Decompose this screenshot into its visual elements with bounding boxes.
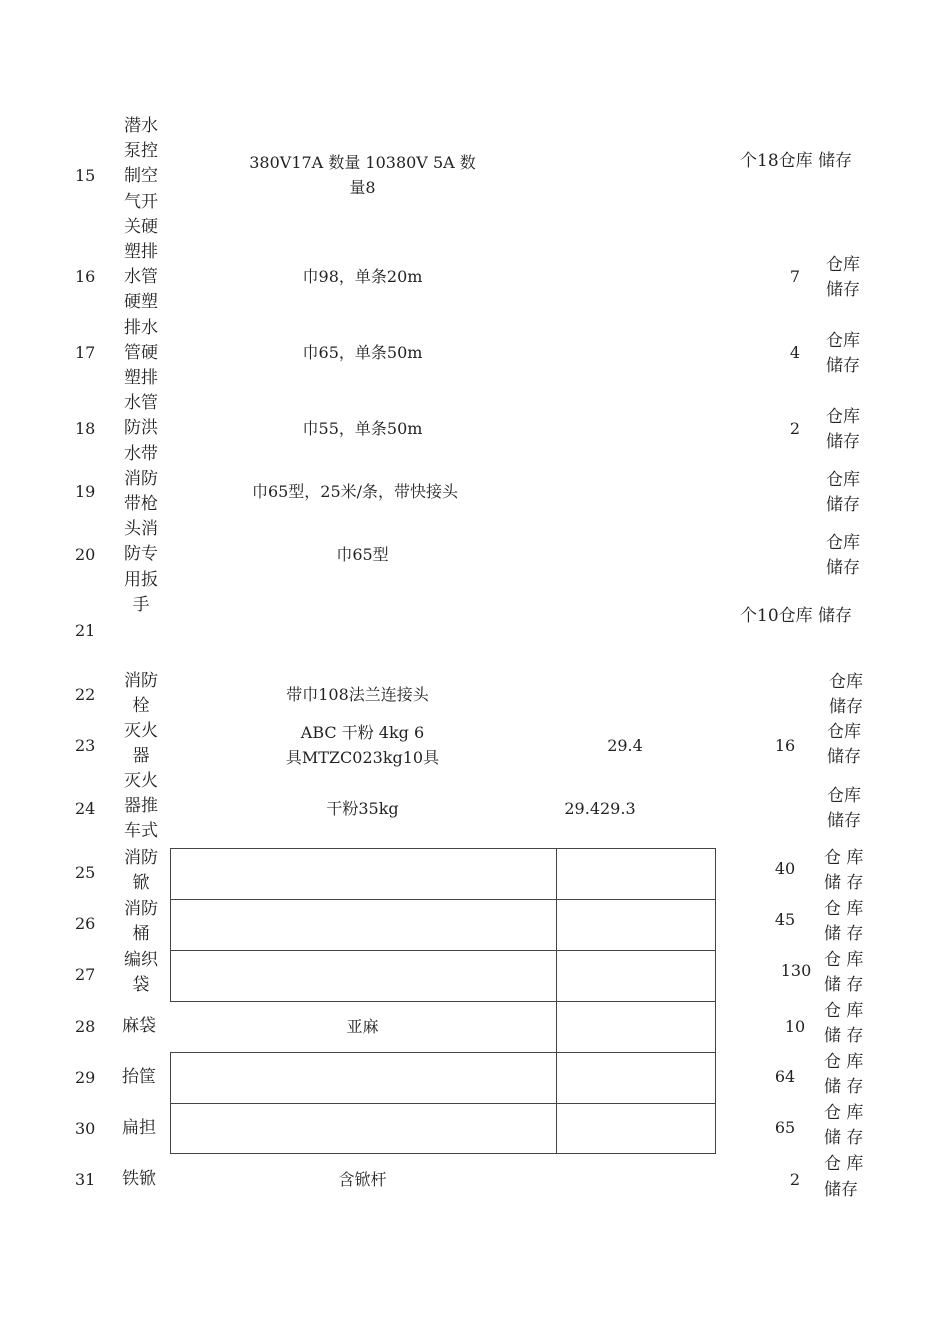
row-number: 27 xyxy=(75,965,96,984)
location-line-1: 仓库 xyxy=(827,722,861,742)
location-line-1: 仓 库 xyxy=(824,1001,864,1021)
row-number: 26 xyxy=(75,914,96,933)
quantity: 2 xyxy=(789,419,801,438)
location-line-2: 储存 xyxy=(826,495,860,515)
location-line-2: 储存 xyxy=(827,747,861,767)
item-name: 消防 桶 xyxy=(124,899,158,945)
row-number: 17 xyxy=(75,343,96,362)
row-number: 24 xyxy=(75,799,96,818)
spec: 干粉35kg xyxy=(326,799,399,818)
location-line-1: 仓库 xyxy=(827,786,861,806)
location-line-2: 储存 xyxy=(826,432,860,452)
location-line-2: 储 存 xyxy=(824,975,864,995)
empty-price-cell xyxy=(556,1103,716,1154)
location-line-2: 储 存 xyxy=(824,924,864,944)
spec: 巾65型，25米/条，带快接头 xyxy=(251,482,459,501)
empty-spec-cell xyxy=(170,899,557,951)
location-line-1: 仓 库 xyxy=(824,1103,864,1123)
empty-spec-cell xyxy=(170,1103,557,1154)
location-line-1: 仓库 xyxy=(826,533,860,553)
empty-price-cell xyxy=(556,848,716,900)
location-line-1: 仓库 xyxy=(826,407,860,427)
unit-qty-location: 个10仓库 储存 xyxy=(740,606,853,626)
location-line-1: 仓 库 xyxy=(824,950,864,970)
location-line-1: 仓库 xyxy=(826,470,860,490)
quantity: 10 xyxy=(784,1017,806,1036)
price: 29.429.3 xyxy=(564,799,636,818)
quantity: 130 xyxy=(780,961,812,980)
item-name: 消防 锨 xyxy=(124,848,158,894)
location-line-1: 仓 库 xyxy=(824,848,864,868)
row-number: 28 xyxy=(75,1017,96,1036)
row-number: 20 xyxy=(75,545,96,564)
quantity: 7 xyxy=(789,267,801,286)
location-line-2: 储存 xyxy=(827,811,861,831)
spec: 巾55，单条50m xyxy=(302,419,423,438)
item-name: 麻袋 xyxy=(122,1016,156,1036)
quantity: 16 xyxy=(774,736,796,755)
item-name: 铁锨 xyxy=(122,1169,156,1189)
spec: 亚麻 xyxy=(346,1017,379,1036)
empty-price-cell xyxy=(556,1052,716,1104)
item-name: 编织 袋 xyxy=(124,950,158,996)
spec: 含锨杆 xyxy=(338,1170,387,1189)
quantity: 65 xyxy=(774,1118,796,1137)
row-number: 21 xyxy=(75,621,96,640)
location-line-2: 储存 xyxy=(829,697,863,717)
location-line-2: 储 存 xyxy=(824,1128,864,1148)
location-line-1: 仓库 xyxy=(826,255,860,275)
quantity: 40 xyxy=(774,859,796,878)
item-name: 消防 栓 xyxy=(124,671,158,717)
spec-line-1: 380V17A 数量 10380V 5A 数 xyxy=(249,153,476,172)
empty-spec-cell xyxy=(170,950,557,1002)
spec: 巾98，单条20m xyxy=(302,267,423,286)
location-line-2: 储 存 xyxy=(824,873,864,893)
item-name: 扁担 xyxy=(122,1118,156,1138)
spec: 巾65型 xyxy=(336,545,389,564)
location-line-2: 储存 xyxy=(824,1180,858,1200)
location-line-2: 储 存 xyxy=(824,1077,864,1097)
item-name: 抬筐 xyxy=(122,1067,156,1087)
price: 29.4 xyxy=(607,736,643,755)
spec: 带巾108法兰连接头 xyxy=(286,685,429,704)
row-number: 19 xyxy=(75,482,96,501)
location-line-2: 储存 xyxy=(826,356,860,376)
location-line-2: 储存 xyxy=(826,558,860,578)
unit-qty-location: 个18仓库 储存 xyxy=(740,151,853,171)
location-line-2: 储 存 xyxy=(824,1026,864,1046)
quantity: 64 xyxy=(774,1067,796,1086)
location-line-1: 仓 库 xyxy=(824,1052,864,1072)
empty-price-cell xyxy=(556,950,716,1002)
row-number: 15 xyxy=(75,166,96,185)
location-line-1: 仓 库 xyxy=(824,1154,864,1174)
row-number: 29 xyxy=(75,1068,96,1087)
quantity: 2 xyxy=(789,1170,801,1189)
row-number: 30 xyxy=(75,1119,96,1138)
item-name-column: 潜水 泵控 制空 气开 关硬 塑排 水管 硬塑 排水 管硬 塑排 水管 防洪 水带 消防 带枪 头消 防专 用扳 手 xyxy=(124,116,158,615)
empty-price-cell xyxy=(556,1001,716,1053)
empty-spec-cell xyxy=(170,848,557,900)
quantity: 45 xyxy=(774,910,796,929)
location-line-2: 储存 xyxy=(826,280,860,300)
row-number: 25 xyxy=(75,863,96,882)
empty-spec-cell xyxy=(170,1052,557,1104)
row-number: 16 xyxy=(75,267,96,286)
quantity: 4 xyxy=(789,343,801,362)
location-line-1: 仓库 xyxy=(829,672,863,692)
row-number: 22 xyxy=(75,685,96,704)
spec: 巾65，单条50m xyxy=(302,343,423,362)
spec-line-1: ABC 干粉 4kg 6 xyxy=(300,723,425,742)
row-number: 18 xyxy=(75,419,96,438)
spec-line-2: 具MTZC023kg10具 xyxy=(285,748,440,767)
location-line-1: 仓 库 xyxy=(824,899,864,919)
item-name: 灭火 器推 车式 xyxy=(124,771,158,842)
location-line-1: 仓库 xyxy=(826,331,860,351)
row-number: 31 xyxy=(75,1170,96,1189)
empty-price-cell xyxy=(556,899,716,951)
spec-line-2: 量8 xyxy=(349,178,376,197)
item-name: 灭火 器 xyxy=(124,721,158,767)
row-number: 23 xyxy=(75,736,96,755)
